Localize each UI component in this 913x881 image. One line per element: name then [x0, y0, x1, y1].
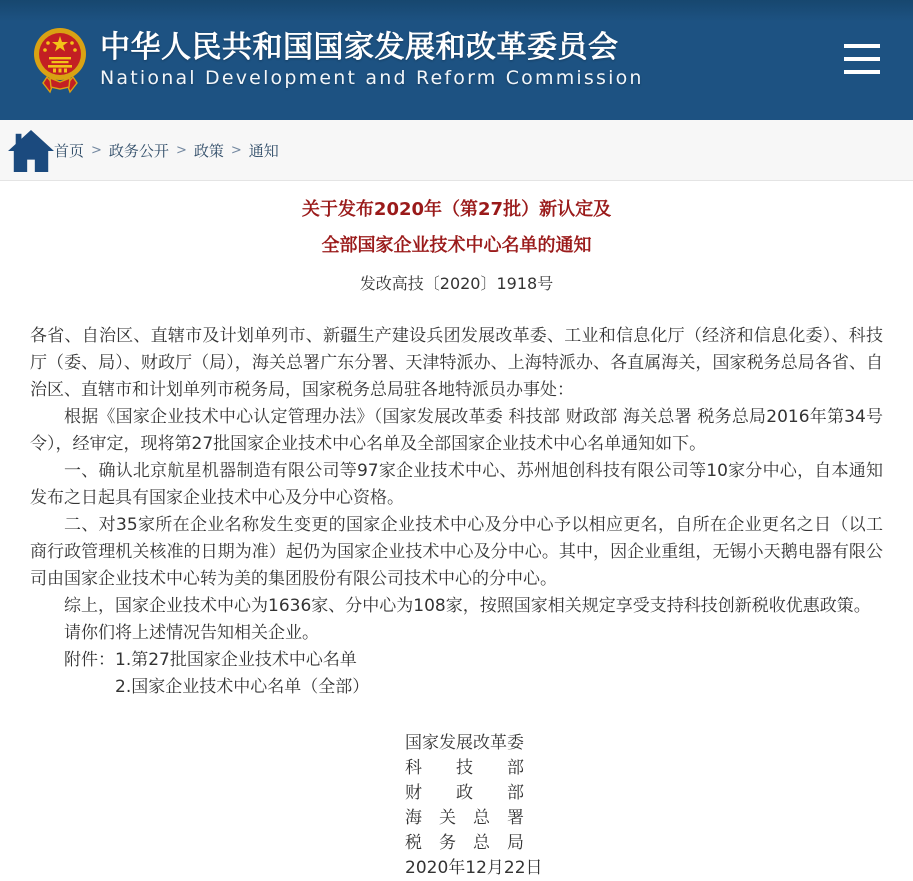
- signature-unit-ndrc: 国家发展改革委: [405, 733, 524, 753]
- hamburger-bar: [844, 57, 880, 61]
- site-header: [0, 0, 913, 120]
- document-title: [30, 192, 883, 264]
- site-title-chinese: 中华人民共和国国家发展和改革委员会: [100, 30, 619, 65]
- site-title-block: [100, 31, 644, 89]
- paragraph-basis: 根据《国家企业技术中心认定管理办法》（国家发展改革委 科技部 财政部 海关总署 税务总局2016年第34号令），经审定，现将第27批国家企业技术中心名单及全部国家企业技术中心名单通知如下。: [30, 407, 883, 454]
- paragraph-request: 请你们将上述情况告知相关企业。: [64, 623, 319, 643]
- attachment-line-2: 2.国家企业技术中心名单（全部）: [115, 677, 370, 697]
- document-number: 发改高技〔2020〕1918号: [359, 274, 554, 293]
- attachment-line-1: 附件：1.第27批国家企业技术中心名单: [64, 650, 357, 670]
- signature-block: [405, 731, 883, 881]
- hamburger-menu-icon[interactable]: [844, 44, 880, 74]
- breadcrumb-separator: >: [175, 142, 187, 158]
- paragraph-addressees: 各省、自治区、直辖市及计划单列市、新疆生产建设兵团发展改革委、工业和信息化厅（经济和信息化委）、科技厅（委、局）、财政厅（局），海关总署广东分署、天津特派办、上海特派办、各直属海关，国家税务总局各省、自治区、直辖市和计划单列市税务局，国家税务总局驻各地特派员办事处：: [30, 326, 883, 400]
- breadcrumb-item-tongzhi[interactable]: 通知: [248, 141, 279, 160]
- paragraph-summary: 综上，国家企业技术中心为1636家、分中心为108家，按照国家相关规定享受支持科技创新税收优惠政策。: [64, 596, 871, 616]
- breadcrumb-separator: >: [230, 142, 242, 158]
- document-title-line2: 全部国家企业技术中心名单的通知: [321, 235, 592, 256]
- signature-unit-tax: 税务总局: [405, 833, 524, 853]
- notice-document: [0, 181, 913, 881]
- document-body: [30, 323, 883, 701]
- signature-date: 2020年12月22日: [405, 858, 543, 878]
- document-title-line1: 关于发布2020年（第27批）新认定及: [301, 199, 612, 220]
- breadcrumb-item-zhengwugongkai[interactable]: 政务公开: [108, 141, 169, 160]
- hamburger-bar: [844, 70, 880, 74]
- home-icon[interactable]: [8, 129, 54, 173]
- breadcrumb-item-zhengce[interactable]: 政策: [193, 141, 224, 160]
- breadcrumb-items: [54, 140, 279, 161]
- paragraph-item-1: 一、确认北京航星机器制造有限公司等97家企业技术中心、苏州旭创科技有限公司等10家分中心，自本通知发布之日起具有国家企业技术中心及分中心资格。: [30, 461, 883, 508]
- signature-unit-customs: 海关总署: [405, 808, 524, 828]
- breadcrumb: [0, 120, 913, 181]
- paragraph-item-2: 二、对35家所在企业名称发生变更的国家企业技术中心及分中心予以相应更名，自所在企业更名之日（以工商行政管理机关核准的日期为准）起仍为国家企业技术中心及分中心。其中，因企业重组，无锡小天鹅电器有限公司由国家企业技术中心转为美的集团股份有限公司技术中心的分中心。: [30, 515, 883, 589]
- national-emblem-icon: [33, 26, 87, 94]
- signature-unit-mof: 财政部: [405, 783, 524, 803]
- breadcrumb-separator: >: [91, 142, 102, 158]
- site-title-english: National Development and Reform Commission: [100, 67, 644, 89]
- breadcrumb-item-home[interactable]: 首页: [54, 141, 85, 160]
- hamburger-bar: [844, 44, 880, 48]
- signature-unit-most: 科技部: [405, 758, 524, 778]
